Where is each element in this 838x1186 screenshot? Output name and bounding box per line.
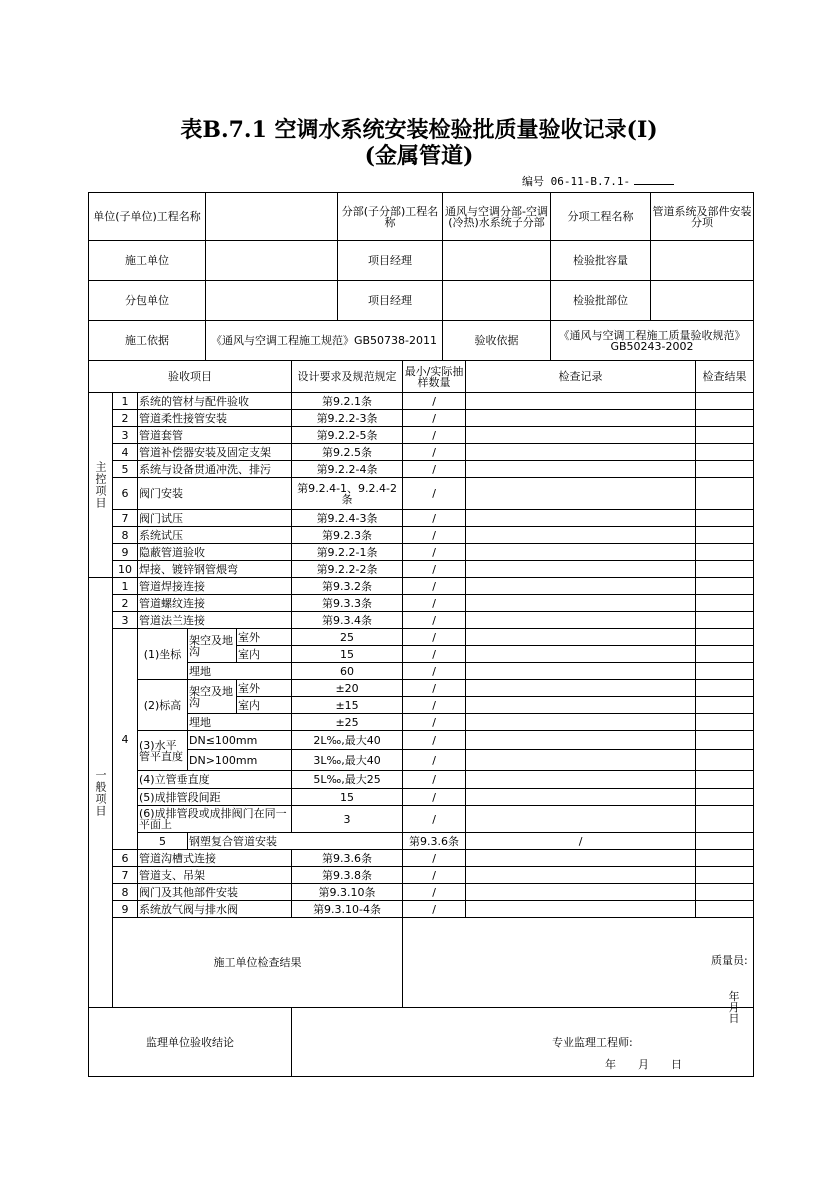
- requirement: 第9.3.10-4条: [292, 901, 403, 918]
- check-record[interactable]: [466, 444, 696, 461]
- requirement: 第9.3.10条: [292, 884, 403, 901]
- check-result[interactable]: [696, 750, 754, 771]
- item-number: 2: [113, 595, 138, 612]
- check-result[interactable]: [696, 771, 754, 789]
- check-result[interactable]: [696, 612, 754, 629]
- item-name: 阀门安装: [138, 478, 292, 510]
- pm-label: 项目经理: [338, 241, 443, 281]
- table-row: [89, 884, 754, 901]
- check-result[interactable]: [696, 806, 754, 833]
- check-record[interactable]: [466, 680, 696, 697]
- table-row: [89, 806, 754, 833]
- table-row: [89, 361, 754, 393]
- supervisor-conclusion-label: 监理单位验收结论: [89, 1008, 292, 1077]
- check-result[interactable]: [696, 789, 754, 806]
- check-record[interactable]: [466, 561, 696, 578]
- check-record[interactable]: [466, 697, 696, 714]
- check-record[interactable]: [466, 427, 696, 444]
- construction-basis-label: 施工依据: [89, 321, 206, 361]
- check-result[interactable]: [696, 444, 754, 461]
- sample-qty[interactable]: /: [403, 510, 466, 527]
- sample-qty[interactable]: /: [403, 901, 466, 918]
- sample-qty[interactable]: /: [403, 680, 466, 697]
- item-name: 管道柔性接管安装: [138, 410, 292, 427]
- item-number: 7: [113, 510, 138, 527]
- item-number: 8: [113, 884, 138, 901]
- check-result[interactable]: [696, 663, 754, 680]
- batch-location-field[interactable]: [651, 281, 754, 321]
- item-name: 阀门及其他部件安装: [138, 884, 292, 901]
- item-number: 4: [113, 444, 138, 461]
- requirement: 第9.2.2-1条: [292, 544, 403, 561]
- check-result[interactable]: [696, 461, 754, 478]
- check-result[interactable]: [696, 901, 754, 918]
- table-row: [89, 461, 754, 478]
- form-subtitle: (金属管道): [364, 143, 474, 169]
- item-name: 系统与设备贯通冲洗、排污: [138, 461, 292, 478]
- sample-qty[interactable]: /: [403, 478, 466, 510]
- sample-qty[interactable]: /: [403, 595, 466, 612]
- item-number: 1: [113, 393, 138, 410]
- requirement: 3L‰,最大40: [292, 750, 403, 771]
- check-record[interactable]: [466, 663, 696, 680]
- check-record[interactable]: [466, 410, 696, 427]
- item-name: 管道套管: [138, 427, 292, 444]
- item-name: 管道螺纹连接: [138, 595, 292, 612]
- sample-qty[interactable]: /: [403, 461, 466, 478]
- item-number: 5: [113, 461, 138, 478]
- check-result[interactable]: [696, 646, 754, 663]
- dn-large-label: DN>100mm: [188, 750, 292, 771]
- qc-label: 质量员:: [711, 953, 748, 967]
- check-record[interactable]: [466, 750, 696, 771]
- sample-qty[interactable]: /: [403, 771, 466, 789]
- check-result[interactable]: [696, 527, 754, 544]
- check-result[interactable]: [696, 714, 754, 731]
- requirement: 15: [292, 646, 403, 663]
- check-result[interactable]: [696, 578, 754, 595]
- item-number: 5: [138, 833, 188, 850]
- sample-qty[interactable]: /: [403, 731, 466, 750]
- item-number: 4: [113, 629, 138, 850]
- pm-label-2: 项目经理: [338, 281, 443, 321]
- item-number: 3: [113, 612, 138, 629]
- sample-qty[interactable]: /: [403, 393, 466, 410]
- item-name: 焊接、镀锌钢管煨弯: [138, 561, 292, 578]
- check-result[interactable]: [696, 561, 754, 578]
- table-row: [89, 612, 754, 629]
- spacing-label: (5)成排管段间距: [138, 789, 292, 806]
- outdoor-label: 室外: [237, 629, 292, 646]
- indoor-label: 室内: [237, 697, 292, 714]
- sample-qty[interactable]: /: [403, 697, 466, 714]
- item-number: 1: [113, 578, 138, 595]
- check-record[interactable]: [466, 629, 696, 646]
- sample-qty[interactable]: /: [403, 444, 466, 461]
- item-name: 系统的管材与配件验收: [138, 393, 292, 410]
- header-item: 验收项目: [89, 361, 292, 393]
- check-record[interactable]: [466, 806, 696, 833]
- item-name-label: 分项工程名称: [551, 193, 651, 241]
- indoor-label: 室内: [237, 646, 292, 663]
- requirement: 第9.2.4-3条: [292, 510, 403, 527]
- item-number: 9: [113, 901, 138, 918]
- item-number: 7: [113, 867, 138, 884]
- sample-qty[interactable]: /: [403, 578, 466, 595]
- sample-qty[interactable]: /: [466, 833, 696, 850]
- check-record[interactable]: [466, 884, 696, 901]
- check-record[interactable]: [466, 578, 696, 595]
- table-row: [89, 1008, 754, 1077]
- check-record[interactable]: [696, 833, 754, 850]
- coord-label: (1)坐标: [138, 629, 188, 680]
- pm-field-2[interactable]: [443, 281, 551, 321]
- general-section-label: 一般项目: [89, 578, 113, 1008]
- requirement: ±15: [292, 697, 403, 714]
- item-name: 系统放气阀与排水阀: [138, 901, 292, 918]
- sample-qty[interactable]: /: [403, 714, 466, 731]
- header-result: 检查结果: [696, 361, 754, 393]
- table-row: [89, 714, 754, 731]
- check-record[interactable]: [466, 612, 696, 629]
- check-result[interactable]: [696, 393, 754, 410]
- contractor-field[interactable]: [206, 241, 338, 281]
- requirement: 第9.3.6条: [292, 850, 403, 867]
- sample-qty[interactable]: /: [403, 884, 466, 901]
- pm-field[interactable]: [443, 241, 551, 281]
- requirement: 第9.2.2-3条: [292, 410, 403, 427]
- item-number: 10: [113, 561, 138, 578]
- requirement: 第9.3.4条: [292, 612, 403, 629]
- table-row: [89, 444, 754, 461]
- item-name: 系统试压: [138, 527, 292, 544]
- sample-qty[interactable]: /: [403, 646, 466, 663]
- check-result[interactable]: [696, 884, 754, 901]
- form-code: [522, 173, 674, 189]
- table-row: [89, 833, 754, 850]
- check-result[interactable]: [696, 410, 754, 427]
- sample-qty[interactable]: /: [403, 427, 466, 444]
- contractor-result-area[interactable]: [403, 918, 762, 1025]
- table-row: [89, 663, 754, 680]
- check-record[interactable]: [466, 461, 696, 478]
- sample-qty[interactable]: /: [403, 561, 466, 578]
- check-result[interactable]: [696, 544, 754, 561]
- item-name: 管道焊接连接: [138, 578, 292, 595]
- header-record: 检查记录: [466, 361, 696, 393]
- requirement: 第9.2.4-1、9.2.4-2条: [292, 478, 403, 510]
- batch-capacity-label: 检验批容量: [551, 241, 651, 281]
- table-row: [89, 750, 754, 771]
- requirement: 第9.2.5条: [292, 444, 403, 461]
- buried-label: 埋地: [188, 663, 292, 680]
- requirement: 第9.2.2-2条: [292, 561, 403, 578]
- requirement: 3: [292, 806, 403, 833]
- sample-qty[interactable]: /: [403, 750, 466, 771]
- table-row: [89, 918, 754, 1008]
- acceptance-basis-value: 《通风与空调工程施工质量验收规范》GB50243-2002: [551, 321, 754, 361]
- table-row: [89, 544, 754, 561]
- check-record[interactable]: [466, 867, 696, 884]
- requirement: 第9.3.3条: [292, 595, 403, 612]
- check-result[interactable]: [696, 850, 754, 867]
- subcontractor-label: 分包单位: [89, 281, 206, 321]
- check-result[interactable]: [696, 510, 754, 527]
- requirement: 第9.3.8条: [292, 867, 403, 884]
- table-row: [89, 789, 754, 806]
- requirement: 第9.2.2-4条: [292, 461, 403, 478]
- sample-qty[interactable]: /: [403, 629, 466, 646]
- table-row: [89, 410, 754, 427]
- elevation-label: (2)标高: [138, 680, 188, 731]
- straightness-label: (3)水平管平直度: [138, 731, 188, 771]
- table-row: [89, 578, 754, 595]
- overhead-label: 架空及地沟: [188, 680, 237, 714]
- requirement: 60: [292, 663, 403, 680]
- table-row: [89, 771, 754, 789]
- check-result[interactable]: [696, 867, 754, 884]
- contractor-label: 施工单位: [89, 241, 206, 281]
- check-record[interactable]: [466, 646, 696, 663]
- construction-basis-value: 《通风与空调工程施工规范》GB50738-2011: [206, 321, 443, 361]
- header-sample-qty: 最小/实际抽样数量: [403, 361, 466, 393]
- check-result[interactable]: [696, 427, 754, 444]
- check-record[interactable]: [466, 714, 696, 731]
- check-result[interactable]: [696, 478, 754, 510]
- dn-small-label: DN≤100mm: [188, 731, 292, 750]
- item-name: 隐蔽管道验收: [138, 544, 292, 561]
- project-info-table: [88, 192, 754, 361]
- verticality-label: (4)立管垂直度: [138, 771, 292, 789]
- item-name-value[interactable]: 管道系统及部件安装分项: [651, 193, 754, 241]
- same-plane-label: (6)成排管段或成排阀门在同一平面上: [138, 806, 292, 833]
- requirement: 5L‰,最大25: [292, 771, 403, 789]
- item-name: 钢塑复合管道安装: [188, 833, 403, 850]
- item-name: 管道法兰连接: [138, 612, 292, 629]
- table-row: [89, 510, 754, 527]
- sample-qty[interactable]: /: [403, 789, 466, 806]
- requirement: 第9.2.2-5条: [292, 427, 403, 444]
- engineer-label: 专业监理工程师:: [552, 1035, 633, 1049]
- table-row: [89, 680, 754, 697]
- table-row: [89, 478, 754, 510]
- buried-label: 埋地: [188, 714, 292, 731]
- sample-qty[interactable]: /: [403, 806, 466, 833]
- item-number: 9: [113, 544, 138, 561]
- sample-qty[interactable]: /: [403, 663, 466, 680]
- inspection-table: [88, 360, 762, 1077]
- table-row: [89, 901, 754, 918]
- table-row: [89, 595, 754, 612]
- item-number: 2: [113, 410, 138, 427]
- check-record[interactable]: [466, 478, 696, 510]
- unit-name-field[interactable]: [206, 193, 338, 241]
- check-record[interactable]: [466, 544, 696, 561]
- table-row: [89, 561, 754, 578]
- check-record[interactable]: [466, 731, 696, 750]
- contractor-result-label: 施工单位检查结果: [113, 918, 403, 1008]
- main-section-label: 主控项目: [89, 393, 113, 578]
- check-result[interactable]: [696, 680, 754, 697]
- form-title: 表B.7.1 空调水系统安装检验批质量验收记录(Ⅰ): [180, 117, 658, 143]
- date-label: 年 月 日: [728, 989, 762, 1025]
- supervisor-conclusion-area[interactable]: [292, 1008, 754, 1077]
- check-result[interactable]: [696, 697, 754, 714]
- item-number: 6: [113, 850, 138, 867]
- item-number: 6: [113, 478, 138, 510]
- check-record[interactable]: [466, 527, 696, 544]
- sample-qty[interactable]: /: [403, 612, 466, 629]
- check-result[interactable]: [696, 595, 754, 612]
- sample-qty[interactable]: /: [403, 527, 466, 544]
- check-record[interactable]: [466, 595, 696, 612]
- outdoor-label: 室外: [237, 680, 292, 697]
- requirement: 第9.3.2条: [292, 578, 403, 595]
- check-result[interactable]: [696, 629, 754, 646]
- sample-qty[interactable]: /: [403, 850, 466, 867]
- requirement: ±25: [292, 714, 403, 731]
- unit-name-label: 单位(子单位)工程名称: [89, 193, 206, 241]
- subdiv-name-value[interactable]: 通风与空调分部-空调(冷热)水系统子分部: [443, 193, 551, 241]
- subdiv-name-label: 分部(子分部)工程名称: [338, 193, 443, 241]
- sample-qty[interactable]: /: [403, 410, 466, 427]
- batch-capacity-field[interactable]: [651, 241, 754, 281]
- table-row: [89, 527, 754, 544]
- table-row: [89, 393, 754, 410]
- sample-qty[interactable]: /: [403, 867, 466, 884]
- check-record[interactable]: [466, 510, 696, 527]
- subcontractor-field[interactable]: [206, 281, 338, 321]
- date-label: 年 月 日: [605, 1057, 683, 1071]
- table-row: [89, 629, 754, 646]
- table-row: [89, 850, 754, 867]
- sample-qty[interactable]: /: [403, 544, 466, 561]
- table-row: [89, 867, 754, 884]
- table-row: [89, 427, 754, 444]
- requirement: 第9.2.3条: [292, 527, 403, 544]
- item-number: 8: [113, 527, 138, 544]
- table-row: [89, 731, 754, 750]
- requirement: 2L‰,最大40: [292, 731, 403, 750]
- item-name: 管道支、吊架: [138, 867, 292, 884]
- overhead-label: 架空及地沟: [188, 629, 237, 663]
- requirement: 第9.3.6条: [403, 833, 466, 850]
- requirement: 15: [292, 789, 403, 806]
- form-code-blank[interactable]: [634, 174, 674, 185]
- batch-location-label: 检验批部位: [551, 281, 651, 321]
- item-name: 阀门试压: [138, 510, 292, 527]
- check-record[interactable]: [466, 393, 696, 410]
- item-number: 3: [113, 427, 138, 444]
- item-name: 管道补偿器安装及固定支架: [138, 444, 292, 461]
- item-name: 管道沟槽式连接: [138, 850, 292, 867]
- check-record[interactable]: [466, 789, 696, 806]
- form-code-label: 编号 06-11-B.7.1-: [522, 175, 631, 188]
- header-requirement: 设计要求及规范规定: [292, 361, 403, 393]
- check-record[interactable]: [466, 901, 696, 918]
- requirement: ±20: [292, 680, 403, 697]
- requirement: 25: [292, 629, 403, 646]
- check-record[interactable]: [466, 771, 696, 789]
- requirement: 第9.2.1条: [292, 393, 403, 410]
- check-result[interactable]: [696, 731, 754, 750]
- check-record[interactable]: [466, 850, 696, 867]
- acceptance-basis-label: 验收依据: [443, 321, 551, 361]
